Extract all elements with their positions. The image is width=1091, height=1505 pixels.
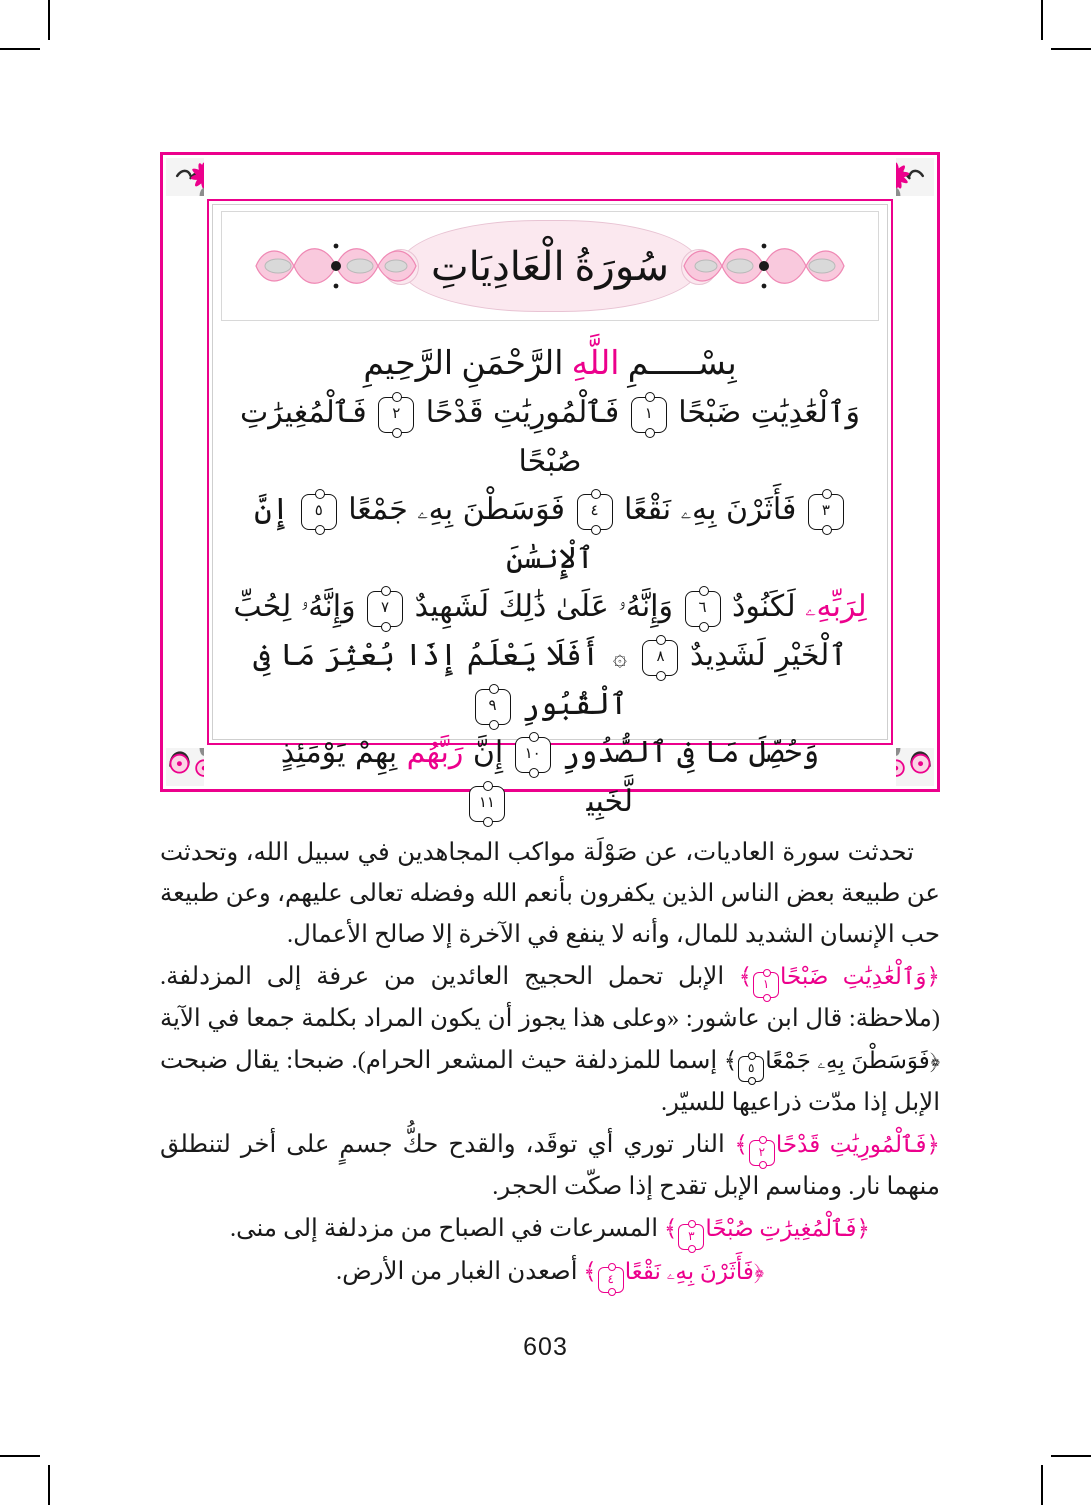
quran-text-area xyxy=(212,204,888,818)
ayah-number-marker: ٣ xyxy=(808,494,844,530)
ayah-text: أَفَلَا يَعْلَمُ إِذَا بُعْثِرَ مَا فِى ٱلْقُبُورِ xyxy=(253,638,628,721)
ruku-mark-icon: ۞ xyxy=(612,644,627,671)
commentary-gloss-2: النار توري أي توقَد، والقدح حكُّ جسمٍ على أخر لتنطلق منهما نار. ومناسم الإبل تقدح إذا صكّت الحجر. xyxy=(160,1130,940,1200)
ayah-number-marker: ١٠ xyxy=(515,737,551,773)
quote2-close-bracket: ﴾ xyxy=(734,1131,748,1157)
verse-quote-4 xyxy=(578,1259,765,1284)
ayah-text: لَكَنُودٌ xyxy=(732,590,796,624)
page-number: 603 xyxy=(523,1333,568,1361)
ayah-text: فَوَسَطْنَ بِهِۦ جَمْعًا xyxy=(348,493,566,527)
commentary-gloss-3: المسرعات في الصباح من مزدلفة إلى منى. xyxy=(229,1214,659,1242)
quote4-open-bracket: ﴿ xyxy=(753,1258,765,1284)
crop-mark-top-right-horizontal xyxy=(1051,48,1091,50)
verse-quote-5-number: ٥ xyxy=(738,1056,764,1082)
verse-quote-5-text: فَوَسَطْنَ بِهِۦ جَمْعًا xyxy=(765,1047,930,1073)
commentary-gloss-1b: إسما للمزدلفة حيث المشعر الحرام). ضبحا: يقال ضبحت الإبل إذا مدّت ذراعيها للسيّر. xyxy=(160,1046,940,1116)
verse-quote-1-number: ١ xyxy=(753,972,779,998)
ayah-number-marker: ١١ xyxy=(469,786,505,822)
commentary-entry-2 xyxy=(160,1124,940,1207)
verse-quote-2-number: ٢ xyxy=(749,1140,775,1166)
ayah-number-marker: ٦ xyxy=(685,591,721,627)
crop-mark-top-left-horizontal xyxy=(0,48,40,50)
commentary-entry-3 xyxy=(160,1208,940,1250)
ayah-text: وَحُصِّلَ مَا فِى ٱلصُّدُورِ xyxy=(562,736,820,770)
ayah-text: إِنَّ ٱلْإِنسَٰنَ xyxy=(254,493,594,575)
crop-mark-bottom-right-horizontal xyxy=(1051,1455,1091,1457)
quran-inner-border xyxy=(207,199,893,818)
ayah-text: وَإِنَّهُۥ عَلَىٰ ذَٰلِكَ لَشَهِيدٌ xyxy=(414,590,673,624)
ayah-line xyxy=(233,486,867,583)
quote2-open-bracket: ﴿ xyxy=(926,1131,941,1157)
verse-quote-1 xyxy=(724,964,940,992)
quote5-close-bracket: ﴾ xyxy=(723,1047,738,1073)
verse-quote-3 xyxy=(658,1216,870,1241)
commentary-section xyxy=(160,832,940,1294)
basmala-part-1: بِسْـــــمِ xyxy=(619,346,737,382)
ayah-text: فَٱلْمُورِيَٰتِ قَدْحًا xyxy=(425,396,620,429)
quote4-close-bracket: ﴾ xyxy=(583,1258,597,1284)
rosette-ornament-right xyxy=(676,236,852,296)
quote3-open-bracket: ﴿ xyxy=(856,1215,871,1241)
surah-title-band xyxy=(221,211,879,321)
ayah-text: وَٱلْعَٰدِيَٰتِ ضَبْحًا xyxy=(678,396,860,429)
crop-mark-bottom-left-horizontal xyxy=(0,1455,40,1457)
ayah-text: فَأَثَرْنَ بِهِۦ نَقْعًا xyxy=(624,493,797,527)
surah-title-cartouche xyxy=(400,220,700,312)
quote3-close-bracket: ﴾ xyxy=(663,1215,678,1241)
crop-mark-bottom-right-vertical xyxy=(1041,1465,1043,1505)
basmala xyxy=(213,343,887,383)
crop-mark-top-right-vertical xyxy=(1041,0,1043,40)
quote-close-bracket: ﴾ xyxy=(738,964,753,990)
surah-title-text: سُورَةُ الْعَادِيَاتِ xyxy=(430,243,670,289)
quran-text-frame xyxy=(160,152,940,818)
verse-quote-1-text: وَٱلْعَٰدِيَٰتِ ضَبْحًا xyxy=(780,964,927,990)
ayah-text: وَإِنَّهُۥ لِحُبِّ xyxy=(233,590,356,624)
ayah-number-marker: ٨ xyxy=(642,640,678,676)
commentary-gloss-4: أصعدن الغبار من الأرض. xyxy=(335,1257,578,1285)
ayah-number-marker: ٢ xyxy=(378,397,414,433)
ayah-number-marker: ٤ xyxy=(577,494,613,530)
ayah-number-marker: ٩ xyxy=(475,689,511,725)
verse-quote-3-number: ٣ xyxy=(678,1224,704,1250)
basmala-part-2: الرَّحْمَنِ الرَّحِيمِ xyxy=(363,346,572,382)
verse-quote-4-text: فَأَثَرْنَ بِهِۦ نَقْعًا xyxy=(624,1258,754,1284)
ayah-line xyxy=(233,729,867,826)
ayah-text: بِهِمْ يَوْمَئِذٍ لَّخَبِيرٌۢ xyxy=(280,736,634,818)
ayah-highlighted-word: لِرَبِّهِۦ xyxy=(805,590,867,624)
ayah-text: فَٱلْمُغِيرَٰتِ صُبْحًا xyxy=(240,396,582,478)
crop-mark-bottom-left-vertical xyxy=(48,1465,50,1505)
basmala-lafz-allah: اللَّهِ xyxy=(571,346,620,382)
commentary-gloss-1: الإبل تحمل الحجيج العائدين من عرفة إلى المزدلفة. (ملاحظة: قال ابن عاشور: «وعلى هذا يجوز أن يكون المراد بكلمة جمعا في الآية xyxy=(160,963,940,1033)
quote5-open-bracket: ﴿ xyxy=(929,1047,941,1073)
ayah-text: إِنَّ xyxy=(463,736,504,770)
commentary-entry-4 xyxy=(160,1251,940,1293)
verse-quote-4-number: ٤ xyxy=(598,1267,624,1293)
ayah-line xyxy=(233,583,867,632)
verse-quote-3-text: فَٱلْمُغِيرَٰتِ صُبْحًا xyxy=(705,1215,857,1241)
verse-quote-2 xyxy=(725,1132,940,1157)
commentary-entry-1 xyxy=(160,956,940,1122)
rosette-ornament-left xyxy=(248,236,424,296)
ayat-block xyxy=(233,389,867,826)
ayah-number-marker: ٥ xyxy=(301,494,337,530)
ayah-line xyxy=(233,389,867,486)
crop-mark-top-left-vertical xyxy=(48,0,50,40)
ayah-text: ٱلْخَيْرِ لَشَدِيدٌ xyxy=(689,638,847,672)
commentary-intro: تحدثت سورة العاديات، عن صَوْلَة مواكب المجاهدين في سبيل الله، وتحدثت عن طبيعة بعض الناس الذين يكفرون بأنعم الله وفضله تعالى عليهم، وعن طبيعة حب الإنسان الشديد للمال، وأنه لا ينفع في الآخرة إلا صالح الأعمال. xyxy=(160,839,940,949)
ayah-number-marker: ٧ xyxy=(367,591,403,627)
verse-quote-5 xyxy=(717,1048,940,1073)
ayah-number-marker: ١ xyxy=(631,397,667,433)
ayah-highlighted-word: رَبَّهُم xyxy=(406,736,464,770)
verse-quote-2-text: فَٱلْمُورِيَٰتِ قَدْحًا xyxy=(775,1131,927,1157)
quote-open-bracket: ﴿ xyxy=(926,964,940,990)
ayah-line xyxy=(233,632,867,729)
